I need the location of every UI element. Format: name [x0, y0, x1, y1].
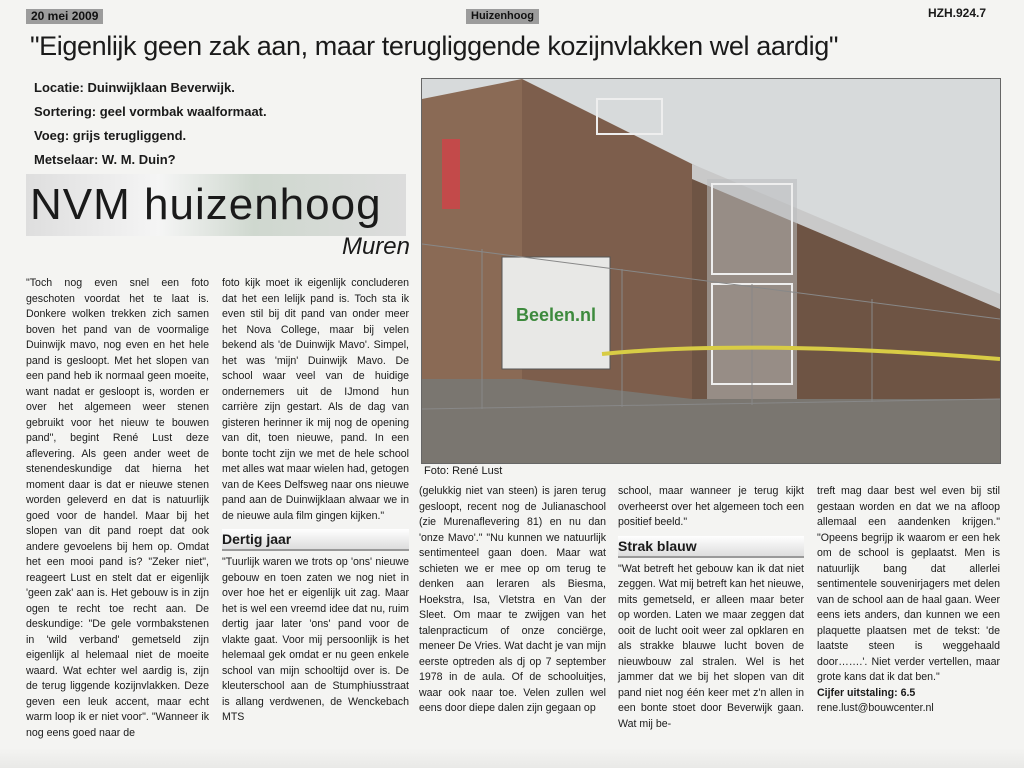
building-photo-illustration [422, 79, 1000, 463]
column-1-text: "Toch nog even snel een foto geschoten voordat het te laat is. Donkere wolken trekken zich samen boven het pand van de voormalige Duinwijk mavo, nog even en het hele pand is gesloopt. Met het slopen van een pand heb ik normaal geen moeite, want nadat er gesloopt is, worden er over het algemeen weer stenen gebruikt voor het nieuw te bouwen pand", begint René Lust deze aflevering. Als geen ander weet de stenendeskundige dat hierna het moment daar is dat er nieuwe stenen worden geleverd en dat is natuurlijk goed voor de handel. Maar bij het slopen van dit pand roept dat ook andere gevoelens bij hem op. Omdat het een mooi pand is? "Zeker niet", reageert Lust en stelt dat er eigenlijk 'geen zak' aan is. Het gebouw is in zijn ogen te recht toe recht aan. De deskundige: "De gele vormbakstenen in 'wild verband' gemetseld zijn eigenlijk al helemaal niet de moeite waard. Wat echter wel aardig is, zijn de terug liggende kozijnvlakken. Deze geven een leuk accent, maar echt warm loop ik er niet voor". "Wanneer ik nog eens goed naar de [26, 277, 209, 739]
column-subtitle: Muren [341, 233, 410, 260]
photo-caption: Foto: René Lust [424, 465, 503, 477]
column-2-text-b: "Tuurlijk waren we trots op 'ons' nieuwe gebouw en toen zaten we nog niet in over hoe het er eigenlijk uit zag. Maar het is wel een vreemd idee dat nu, ruim dertig jaar later 'ons' pand voor de vlakte gaat. Voor mij persoonlijk is het helemaal gek omdat er nu geen enkele school van mijn schooltijd over is. De kleuterschool aan de Stumphiusstraat is allang verdwenen, de Wenckebach MTS [222, 556, 409, 723]
column-5-text: treft mag daar best wel even bij stil gestaan worden en dat we na afloop allemaal een aandenken krijgen." "Opeens begrijp ik waarom er een hek om de school is geplaatst. Men is natuurlijk bang dat allerlei sentimentele souvenirjagers met delen van de school aan de haal gaan. Weer eens iets anders, dan kunnen we een plaquette plaatsen met de tekst: 'de laatste steen is weggehaald door…….'. Niet verder vertellen, maar grote kans dat ik dat ben." [817, 485, 1000, 683]
article-headline: "Eigenlijk geen zak aan, maar terugliggende kozijnvlakken wel aardig" [30, 31, 839, 61]
subhead-dertig-jaar: Dertig jaar [222, 529, 409, 551]
column-4-text-a: school, maar wanneer je terug kijkt overheerst over het algemeen toch een positief beeld." [618, 485, 804, 528]
section-name: Huizenhoog [466, 9, 539, 24]
fact-sorting: Sortering: geel vormbak waalformaat. [34, 104, 267, 119]
issue-date: 20 mei 2009 [26, 9, 103, 24]
page-code: HZH.924.7 [928, 6, 987, 20]
column-title: NVM huizenhoog [30, 180, 382, 229]
article-column-4 [618, 484, 804, 732]
article-column-3 [419, 484, 606, 717]
column-2-text-a: foto kijk moet ik eigenlijk concluderen dat het een lelijk pand is. Toch sta ik even stil bij dit pand van onder meer het Nova College, maar bij velen bekend als 'de Duinwijk Mavo'. Simpel, het was 'mijn' Duinwijk Mavo. De school waar veel van de huidige ondernemers uit de IJmond hun carrière zijn gestart. Als de dag van gisteren herinner ik mij nog de opening van dit, toen nieuwe, pand. In een bonte tocht zijn we met de hele school met alles wat maar wielen had, getogen van de Kees Delfsweg naar ons nieuwe pand aan de Duinwijklaan alwaar we in de nieuwe aula film gingen kijken." [222, 277, 409, 522]
subhead-strak-blauw: Strak blauw [618, 536, 804, 558]
article-column-1 [26, 276, 209, 741]
facts-box [34, 76, 414, 172]
page-bottom-edge [0, 748, 1024, 768]
fact-joint: Voeg: grijs terugliggend. [34, 128, 187, 143]
article-column-2 [222, 276, 409, 726]
building-photo [421, 78, 1001, 464]
column-3-text: (gelukkig niet van steen) is jaren terug gesloopt, recent nog de Julianaschool (zie Murenaflevering 81) en nu dan 'onze Mavo'." "Nu kunnen we natuurlijk sentimenteel gaan doen. Maar wat schieten we er mee op om terug te denken aan leraren als Biesma, Hoekstra, Isa, Vletstra en Van der Sleet. Om maar te zwijgen van het talenpracticum of onze conciërge, meneer De Vries. Wat dacht je van mijn eerste optreden als dj op 7 september 1978 in de aula. Of de schooluitjes, waar ook naar toe. Velen zullen wel eens door diepe dalen zijn gegaan op [419, 485, 606, 714]
article-column-5 [817, 484, 1000, 717]
grade-line: Cijfer uitstaling: 6.5 [817, 686, 916, 699]
fact-location: Locatie: Duinwijklaan Beverwijk. [34, 80, 235, 95]
author-email: rene.lust@bouwcenter.nl [817, 702, 934, 714]
column-4-text-b: "Wat betreft het gebouw kan ik dat niet zeggen. Wat mij betreft kan het nieuwe, mits gemetseld, er alleen maar beter op worden. Laten we maar zeggen dat ooit de lucht ooit weer zal opklaren en als strakke blauwe lucht boven de nieuwbouw zal stralen. Wel is het jammer dat we bij het slopen van dit pand niet nog één keer met z'n allen in een bonte stoet door Beverwijk gaan. Wat mij be- [618, 562, 804, 730]
fact-bricklayer: Metselaar: W. M. Duin? [34, 152, 176, 167]
sign-text: Beelen.nl [515, 305, 597, 325]
